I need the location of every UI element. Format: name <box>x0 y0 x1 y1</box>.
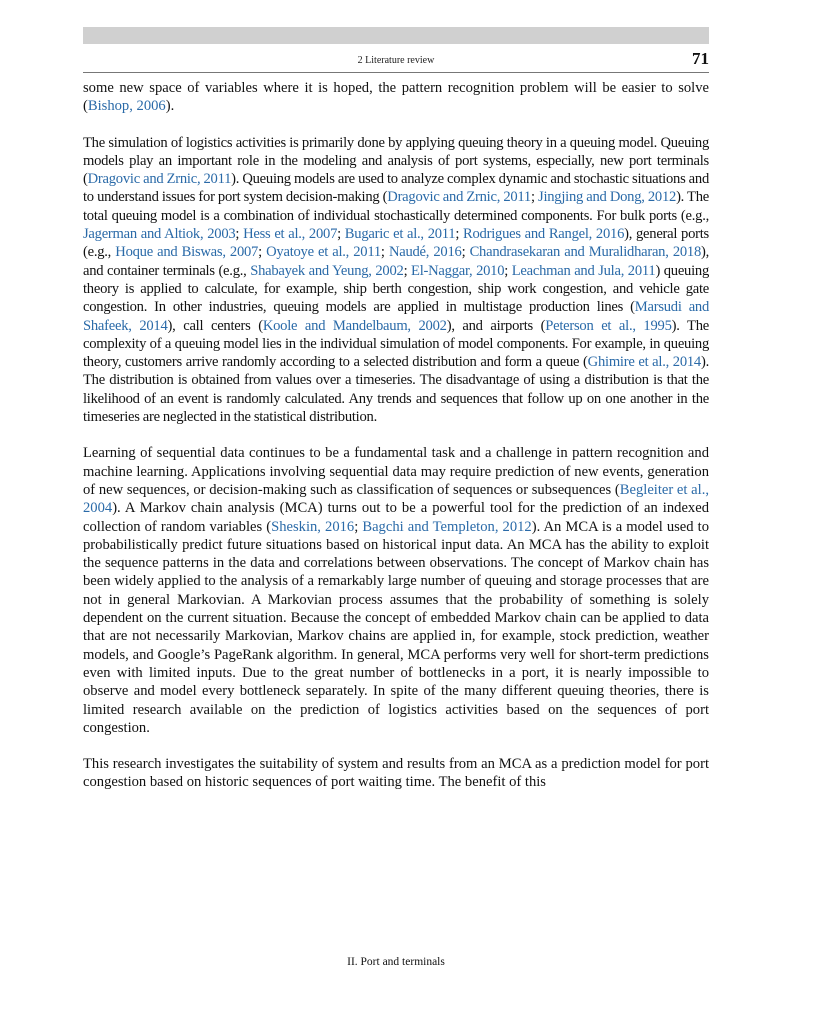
paragraph-text: Learning of sequential data continues to be a fundamental task and a challenge in pattern recognition and machine learning. Applications involving sequential data may require prediction of new events, generation of new sequences, or decision-making such as classification of sequences or subsequences ( <box>83 445 709 498</box>
paragraph-text: ; <box>403 262 412 279</box>
header-bar <box>83 27 709 44</box>
citation-link[interactable]: El-Naggar, 2010 <box>411 262 505 279</box>
paragraph-text: ). The distribution is obtained from values over a timeseries. The disadvantage of using a distribution is that the likelihood of an event is randomly calculated. Any trends and sequences that follow up on one another in the timeseries are neglected in the statistical distribution. <box>83 354 709 426</box>
footer-part-label: II. Port and terminals <box>347 956 445 968</box>
paragraph-text: ). An MCA is a model used to probabilistically predict future situations based on historical input data. An MCA has the ability to exploit the sequence patterns in the data and correlations between observations. The concept of Markov chain has been widely applied to the analysis of a remarkably large number of queuing and storage processes that are not in general Markovian. A Markovian process assumes that the probability of something is solely dependent on the current situation. Because the concept of embedded Markov chain can be applied to data that are not necessarily Markovian, Markov chains are applied in, for example, stock prediction, weather models, and Google’s PageRank algorithm. In general, MCA performs very well for short-term predictions even with limited inputs. Due to the great number of bottlenecks in a port, it is nearly impossible to observe and model every bottleneck separately. In spite of the many different queuing theories, there is limited research available on the prediction of logistics activities based on the sequences of port congestion. <box>83 518 709 736</box>
paragraph-text: ), general ports (e.g., <box>83 226 709 261</box>
paragraph-text: ). Queuing models are used to analyze complex dynamic and stochastic situations and to understand issues for port system decision-making ( <box>83 171 709 206</box>
citation-link[interactable]: Begleiter et al., 2004 <box>83 481 709 517</box>
citation-link[interactable]: Bugaric et al., 2011 <box>344 226 456 243</box>
paragraph-text: ; <box>380 244 389 261</box>
paragraph-text: ; <box>354 518 363 535</box>
page-number: 71 <box>692 49 709 68</box>
citation-link[interactable]: Bishop, 2006 <box>87 98 166 115</box>
paragraph-text: some new space of variables where it is hoped, the pattern recognition problem will be easier to solve ( <box>83 80 709 115</box>
paragraph <box>83 444 709 737</box>
paragraph-text: ). The complexity of a queuing model lies in the individual simulation of model components. For example, in queuing theory, customers arrive randomly according to a selected distribution and form a queue ( <box>83 317 709 371</box>
citation-link[interactable]: Ghimire et al., 2014 <box>587 354 701 371</box>
running-head <box>83 50 709 73</box>
paragraph-text: ; <box>461 244 470 261</box>
citation-link[interactable]: Peterson et al., 1995 <box>545 317 672 334</box>
citation-link[interactable]: Jagerman and Altiok, 2003 <box>83 226 236 243</box>
running-title: 2 Literature review <box>357 55 435 66</box>
paragraph <box>83 134 709 427</box>
paragraph-text: This research investigates the suitability of system and results from an MCA as a prediction model for port congestion based on historic sequences of port waiting time. The benefit of this <box>83 756 709 791</box>
citation-link[interactable]: Hess et al., 2007 <box>243 226 338 243</box>
paragraph-text: ) queuing theory is applied to calculate, for example, ship berth congestion, ship work congestion, and vehicle gate congestion. In other industries, queuing models are applied in multistage production lines ( <box>83 262 709 316</box>
paragraph-text: ). <box>165 98 175 115</box>
paragraph-text: ). The total queuing model is a combination of individual stochastically determined components. For bulk ports (e.g., <box>83 189 709 224</box>
paragraph-text: The simulation of logistics activities is primarily done by applying queuing theory in a queuing model. Queuing models play an important role in the modeling and analysis of port systems, especially, new port terminals ( <box>83 134 709 188</box>
paragraph-text: ; <box>235 226 244 243</box>
citation-link[interactable]: Leachman and Jula, 2011 <box>511 262 656 279</box>
paragraph-text: ; <box>258 244 267 261</box>
paragraph-text: ). A Markov chain analysis (MCA) turns out to be a powerful tool for the prediction of an indexed collection of random variables ( <box>83 500 709 535</box>
paragraph-text: ; <box>504 262 512 279</box>
paragraph-text: ), and airports ( <box>446 317 546 334</box>
citation-link[interactable]: Dragovic and Zrnic, 2011 <box>387 189 531 206</box>
citation-link[interactable]: Naudé, 2016 <box>388 244 462 261</box>
paragraph-text: ; <box>455 226 464 243</box>
paragraph-text: ), and container terminals (e.g., <box>83 244 710 279</box>
citation-link[interactable]: Rodrigues and Rangel, 2016 <box>463 226 625 243</box>
citation-link[interactable]: Sheskin, 2016 <box>271 518 355 535</box>
citation-link[interactable]: Hoque and Biswas, 2007 <box>115 244 259 261</box>
paragraph <box>83 755 709 792</box>
citation-link[interactable]: Koole and Mandelbaum, 2002 <box>262 317 447 334</box>
paragraph-text: ; <box>337 226 345 243</box>
paragraph-text: ), call centers ( <box>167 317 263 334</box>
citation-link[interactable]: Chandrasekaran and Muralidharan, 2018 <box>469 244 702 261</box>
paragraph-text: ; <box>530 189 539 206</box>
paragraph <box>83 79 709 116</box>
citation-link[interactable]: Marsudi and Shafeek, 2014 <box>83 299 710 334</box>
citation-link[interactable]: Oyatoye et al., 2011 <box>266 244 381 261</box>
citation-link[interactable]: Bagchi and Templeton, 2012 <box>362 518 532 535</box>
citation-link[interactable]: Dragovic and Zrnic, 2011 <box>87 171 232 188</box>
citation-link[interactable]: Jingjing and Dong, 2012 <box>538 189 677 206</box>
body-text <box>83 79 709 810</box>
citation-link[interactable]: Shabayek and Yeung, 2002 <box>250 262 404 279</box>
